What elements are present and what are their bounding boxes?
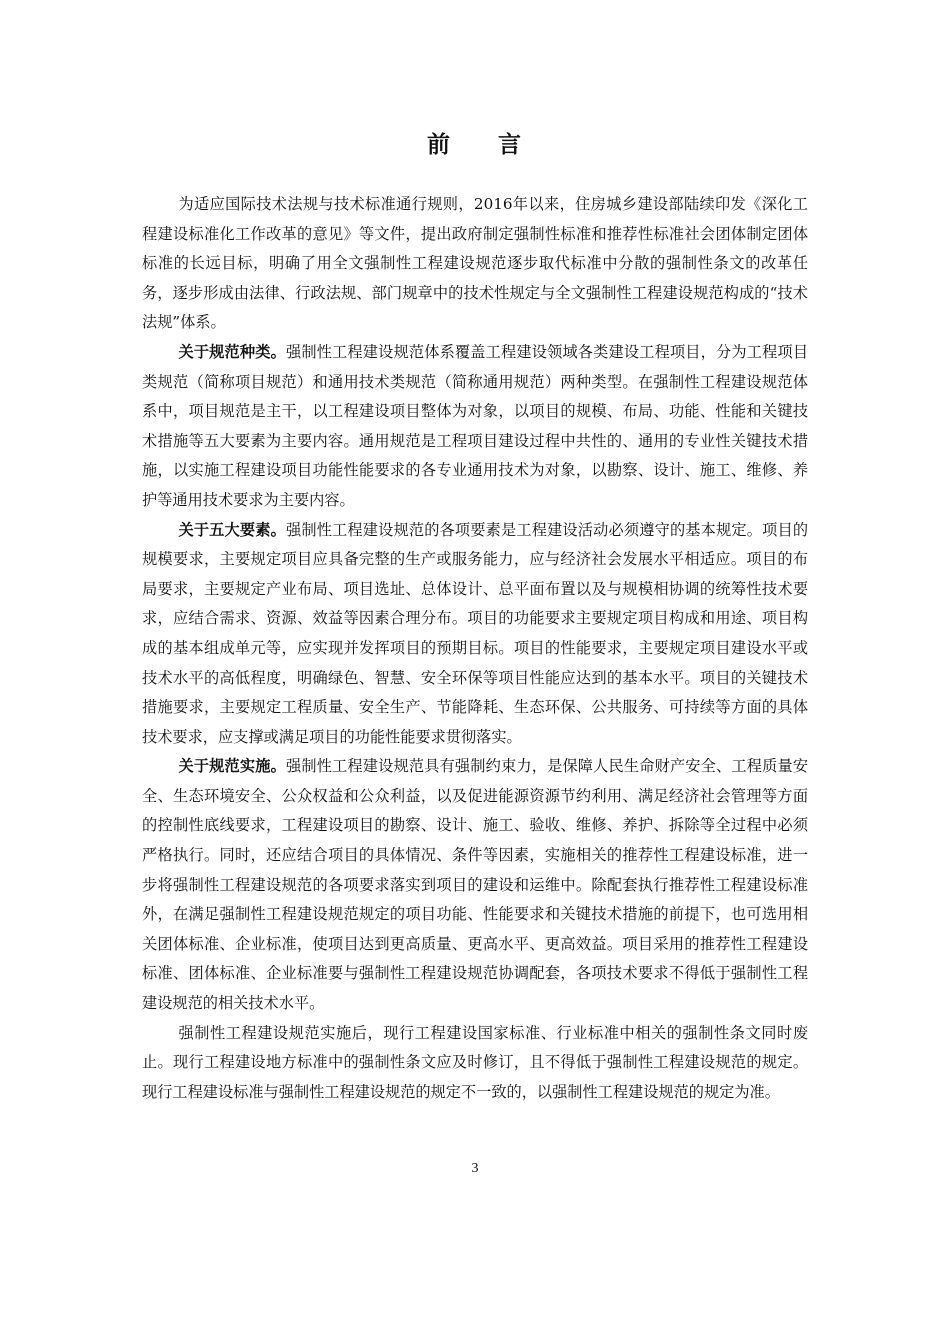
- page-number: 3: [471, 1161, 479, 1176]
- paragraph-intro: [142, 190, 808, 338]
- paragraph-text: 强制性工程建设规范具有强制约束力，是保障人民生命财产安全、工程质量安全、生态环境安全、公众权益和公众利益，以及促进能源资源节约利用、满足经济社会管理等方面的控制性底线要求，工程建设项目的勘察、设计、施工、验收、维修、养护、拆除等全过程中必须严格执行。同时，还应结合项目的具体情况、条件等因素，实施相关的推荐性工程建设标准，进一步将强制性工程建设规范的各项要求落实到项目的建设和运维中。除配套执行推荐性工程建设标准外，在满足强制性工程建设规范规定的项目功能、性能要求和关键技术措施的前提下，也可选用相关团体标准、企业标准，使项目达到更高质量、更高水平、更高效益。项目采用的推荐性工程建设标准、团体标准、企业标准要与强制性工程建设规范协调配套，各项技术要求不得低于强制性工程建设规范的相关技术水平。: [142, 757, 809, 1013]
- paragraph-abolition: [142, 1019, 808, 1108]
- body-text: [142, 190, 808, 1107]
- page-title-left: 前: [427, 132, 452, 158]
- paragraph-text: 强制性工程建设规范体系覆盖工程建设领域各类建设工程项目，分为工程项目类规范（简称项目规范）和通用技术类规范（简称通用规范）两种类型。在强制性工程建设规范体系中，项目规范是主干，以工程建设项目整体为对象，以项目的规模、布局、功能、性能和关键技术措施等五大要素为主要内容。通用规范是工程项目建设过程中共性的、通用的专业性关键技术措施，以实施工程建设项目功能性能要求的各专业通用技术为对象，以勘察、设计、施工、维修、养护等通用技术要求为主要内容。: [142, 342, 809, 509]
- paragraph-five-elements: [142, 516, 808, 753]
- page-title-right: 言: [498, 132, 523, 158]
- paragraph-implementation: [142, 752, 808, 1018]
- paragraph-text: 为适应国际技术法规与技术标准通行规则，2016年以来，住房城乡建设部陆续印发《深化工程建设标准化工作改革的意见》等文件，提出政府制定强制性标准和推荐性标准社会团体制定团体标准的长远目标，明确了用全文强制性工程建设规范逐步取代标准中分散的强制性条文的改革任务，逐步形成由法律、行政法规、部门规章中的技术性规定与全文强制性工程建设规范构成的“技术法规”体系。: [142, 195, 808, 332]
- paragraph-lead: 关于规范实施。: [178, 757, 286, 776]
- page-title: [0, 126, 950, 159]
- paragraph-lead: 关于规范种类。: [178, 342, 286, 361]
- paragraph-text: 强制性工程建设规范的各项要素是工程建设活动必须遵守的基本规定。项目的规模要求，主要规定项目应具备完整的生产或服务能力，应与经济社会发展水平相适应。项目的布局要求，主要规定产业布局、项目选址、总体设计、总平面布置以及与规模相协调的统筹性技术要求，应结合需求、资源、效益等因素合理分布。项目的功能要求主要规定项目构成和用途、项目构成的基本组成单元等，应实现并发挥项目的预期目标。项目的性能要求，主要规定项目建设水平或技术水平的高低程度，明确绿色、智慧、安全环保等项目性能应达到的基本水平。项目的关键技术措施要求，主要规定工程质量、安全生产、节能降耗、生态环保、公共服务、可持续等方面的具体技术要求，应支撑或满足项目的功能性能要求贯彻落实。: [142, 520, 809, 746]
- paragraph-lead: 关于五大要素。: [178, 520, 286, 539]
- paragraph-standard-types: [142, 338, 808, 516]
- paragraph-text: 强制性工程建设规范实施后，现行工程建设国家标准、行业标准中相关的强制性条文同时废止。现行工程建设地方标准中的强制性条文应及时修订，且不得低于强制性工程建设规范的规定。现行工程建设标准与强制性工程建设规范的规定不一致的，以强制性工程建设规范的规定为准。: [142, 1023, 808, 1101]
